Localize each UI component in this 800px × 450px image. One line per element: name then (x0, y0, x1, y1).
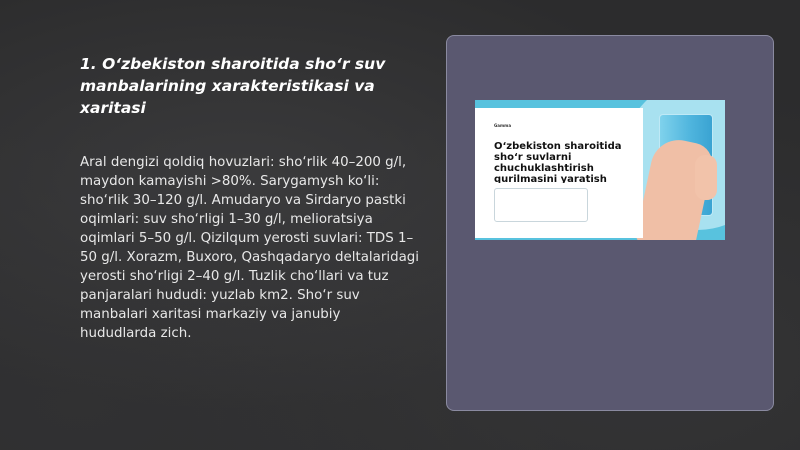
slide-heading: 1. O‘zbekiston sharoitida sho‘r suv manbalarining xarakteristikasi va xaritasi (80, 55, 386, 117)
thumbnail-tag: Gamma (494, 123, 512, 128)
thumbnail-text-panel (475, 108, 643, 238)
hand-finger-icon (695, 155, 717, 200)
thumbnail-placeholder-box (494, 188, 588, 222)
slide-body-text: Aral dengizi qoldiq hovuzlari: sho‘rlik 40–200 g/l, maydon kamayishi >80%. Sarygamysh ko‘li: sho‘rlik 30–120 g/l. Amudaryo va Sirdaryo pastki oqimlari: suv sho‘rligi 1–30 g/l, melioratsiya oqimlari 5–50 g/l. Qizilqum yerosti suvlari: TDS 1–50 g/l. Xorazm, Buxoro, Qashqadaryo deltalaridagi yerosti sho‘rligi 2–40 g/l. Tuzlik cho‘llari va tuz panjaralari hududi: yuzlab km2. Sho‘r suv manbalari xaritasi markaziy va janubiy hududlarda zich. (80, 155, 419, 341)
thumbnail-title: O‘zbekiston sharoitida sho‘r suvlarni chuchuklashtirish qurilmasini yaratish (494, 141, 622, 183)
presentation-thumbnail[interactable] (475, 100, 725, 240)
